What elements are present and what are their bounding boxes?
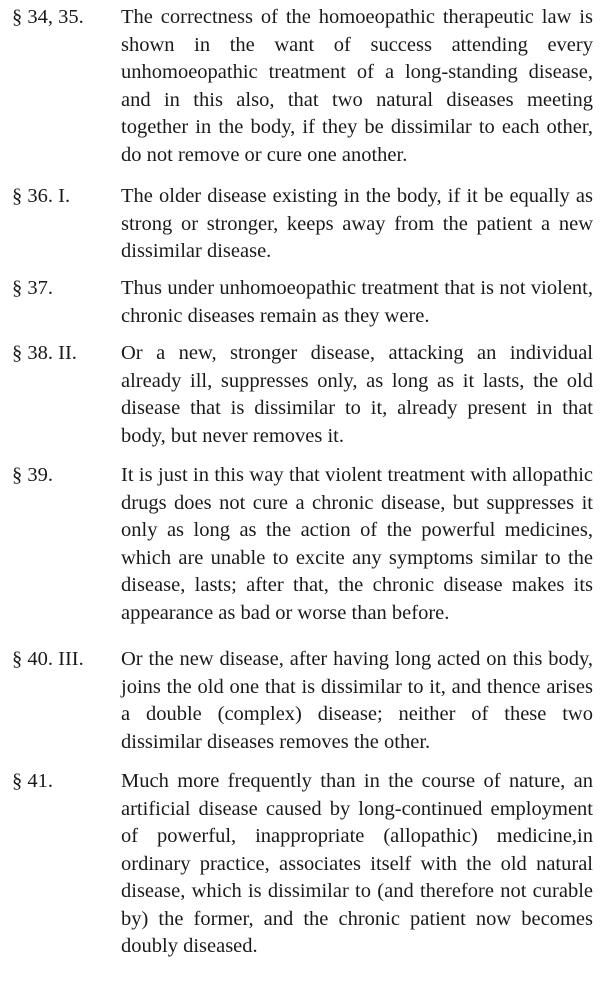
section-number: § 34, 35. [12,6,84,28]
section-text: The older disease existing in the body, if it be equally as strong or stronger, keeps away from the patient a new dissimilar disease. [121,185,593,262]
section-text: Or a new, stronger disease, attacking an individual already ill, suppresses only, as long as it lasts, the old disease that is dissimilar to it, already present in that body, but never removes it. [121,342,593,447]
section-number: § 36. I. [12,185,71,207]
section-number: § 37. [12,277,53,299]
section-number: § 38. II. [12,342,77,364]
section-number: § 41. [12,770,53,792]
section-text: Thus under unhomoeopathic treatment that is not violent, chronic diseases remain as they were. [121,277,593,327]
section-text: It is just in this way that violent treatment with allopathic drugs does not cure a chronic disease, but suppresses it only as long as the action of the powerful medicines, which are unable to excite any symptoms similar to the disease, lasts; after that, the chronic disease makes its appearance as bad or worse than before. [121,464,593,624]
section-number: § 39. [12,464,53,486]
section-text: Or the new disease, after having long acted on this body, joins the old one that is dissimilar to it, and thence arises a double (complex) disease; neither of these two dissimilar diseases removes the other. [121,648,593,753]
section-text: Much more frequently than in the course of nature, an artificial disease caused by long-continued employment of powerful, inappropriate (allopathic) medicine,in ordinary practice, associates itself with the old natural disease, which is dissimilar to (and therefore not curable by) the former, and the chronic patient now becomes doubly diseased. [121,770,593,957]
section-number: § 40. III. [12,648,84,670]
section-text: The correctness of the homoeopathic therapeutic law is shown in the want of success attending every unhomoeopathic treatment of a long-standing disease, and in this also, that two natural diseases meeting together in the body, if they be dissimilar to each other, do not remove or cure one another. [121,6,593,166]
